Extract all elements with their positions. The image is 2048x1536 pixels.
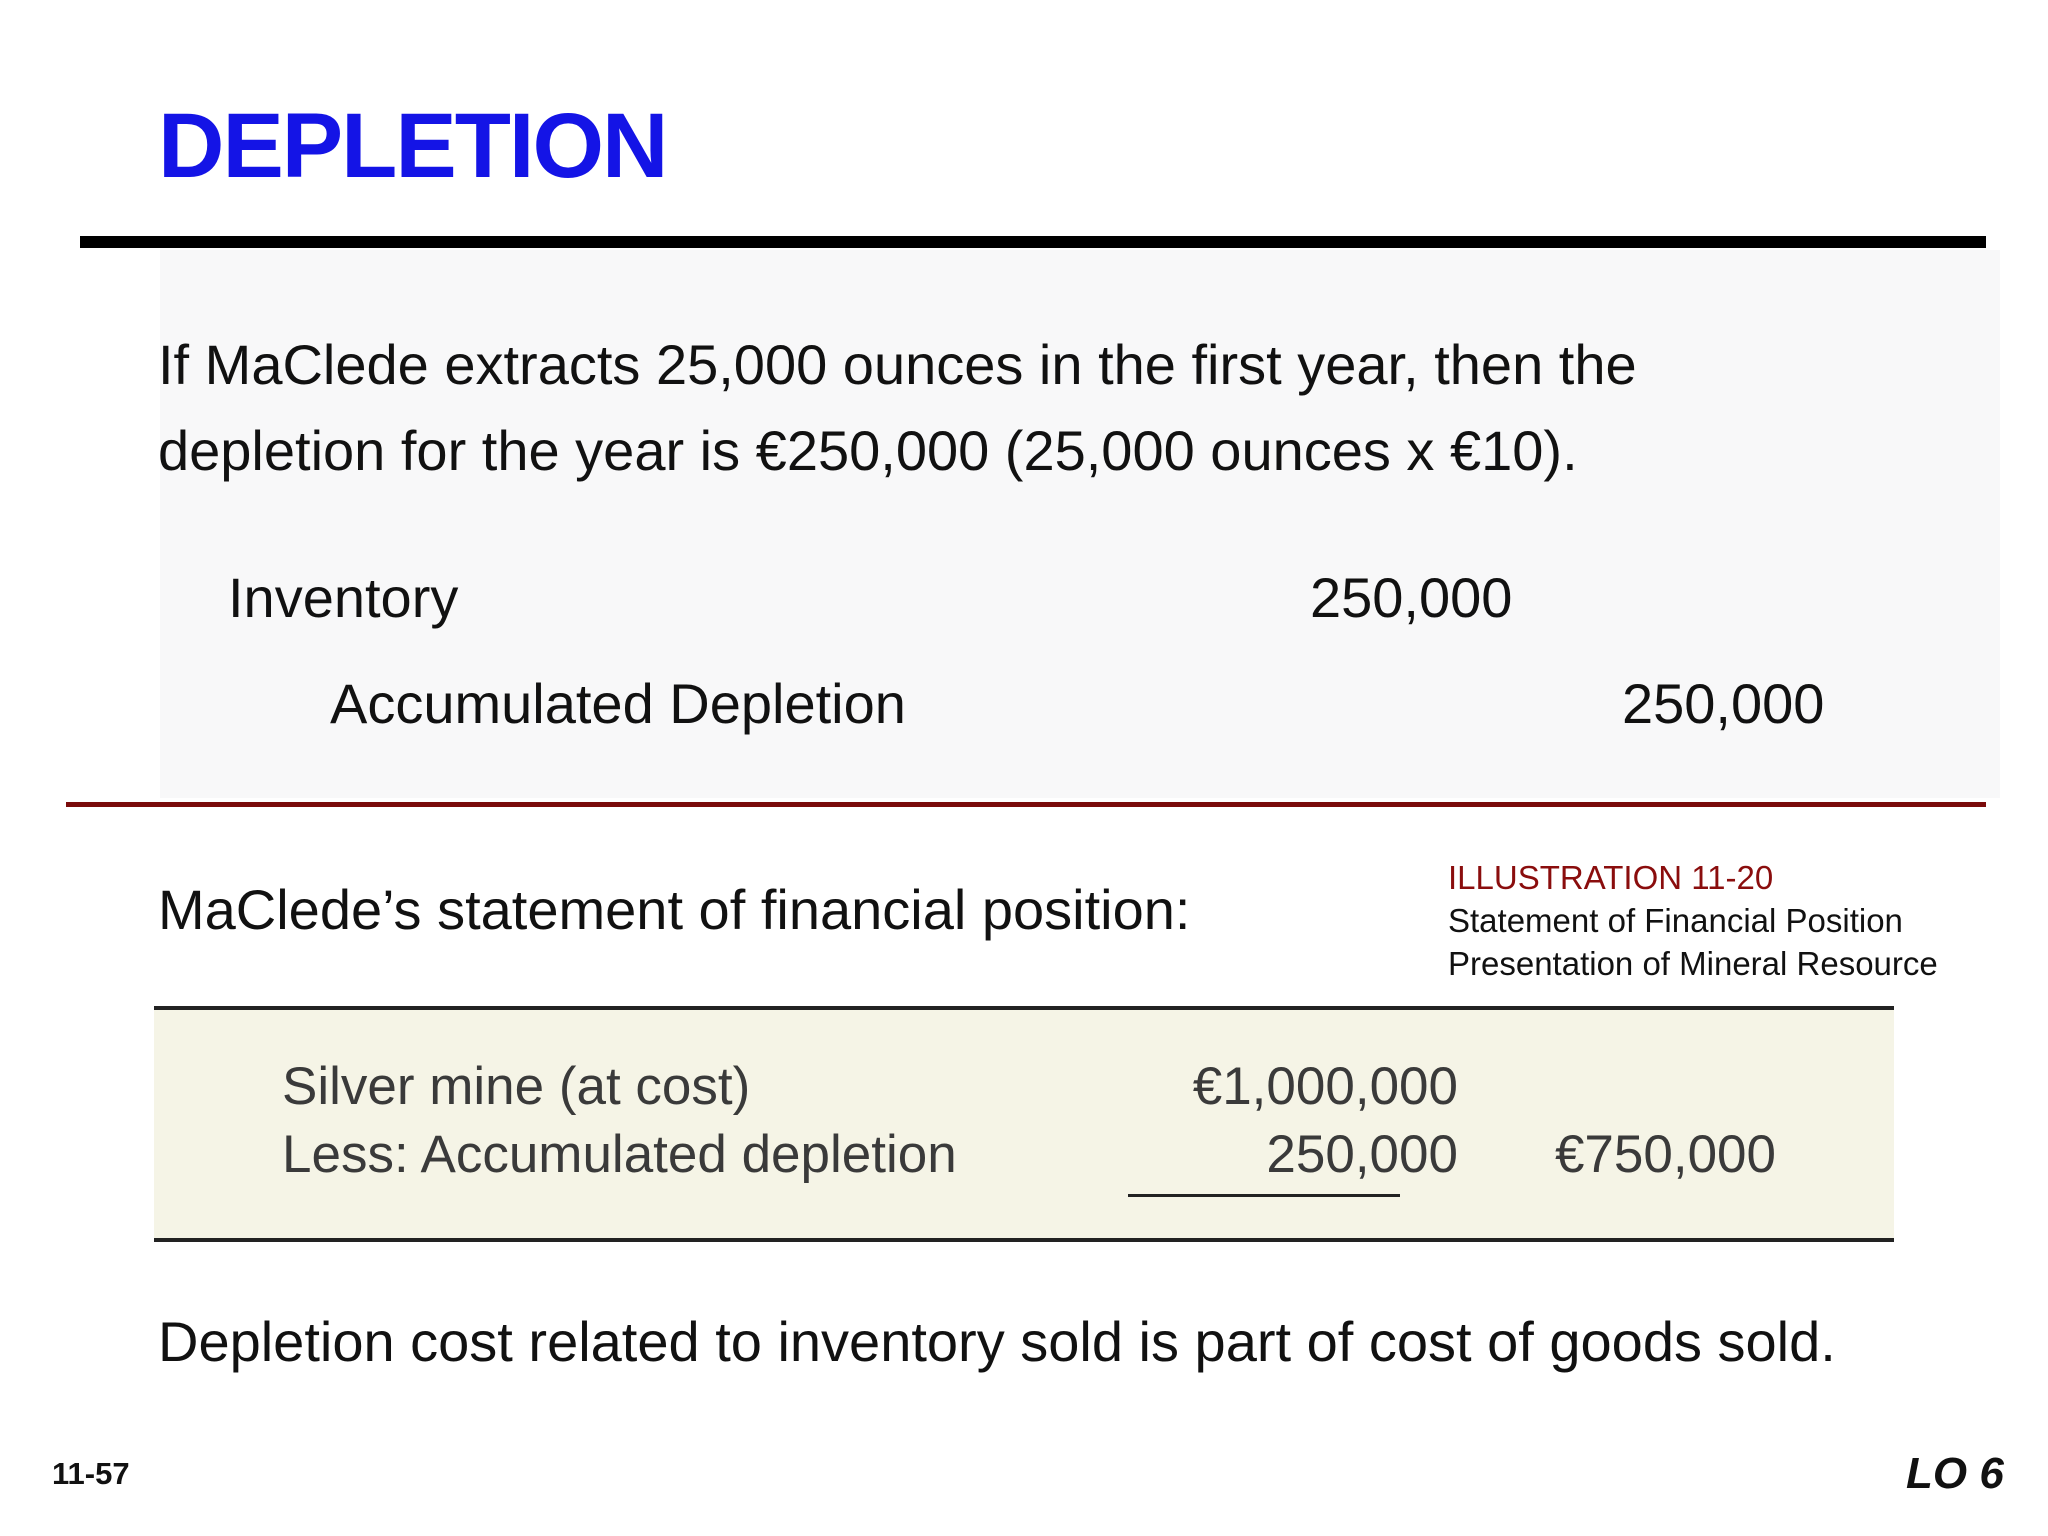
journal-debit-amount: 250,000: [1310, 566, 1513, 629]
slide-number: 11-57: [52, 1456, 130, 1491]
intro-line-2: depletion for the year is €250,000 (25,000 ounces x €10).: [158, 419, 1578, 482]
illustration-caption-line-1: Statement of Financial Position: [1448, 902, 1903, 939]
journal-credit-account: Accumulated Depletion: [330, 672, 906, 735]
learning-objective-label: LO 6: [1906, 1449, 2004, 1498]
table-row-1-label: Silver mine (at cost): [282, 1057, 751, 1116]
statement-table: [154, 1006, 1894, 1242]
section-divider: [66, 802, 1986, 807]
table-row-2-amount: 250,000: [1266, 1125, 1458, 1184]
table-row-2-total: €750,000: [1554, 1125, 1776, 1184]
table-row-1-amount: €1,000,000: [1192, 1057, 1458, 1116]
journal-debit-account: Inventory: [228, 566, 459, 629]
intro-line-1: If MaClede extracts 25,000 ounces in the first year, then the: [158, 333, 1637, 396]
table-row-2-label: Less: Accumulated depletion: [282, 1125, 957, 1184]
intro-paragraph: [158, 322, 1808, 494]
illustration-caption-block: [1448, 856, 2008, 985]
illustration-caption-line-2: Presentation of Mineral Resource: [1448, 945, 1938, 982]
slide-title: DEPLETION: [158, 95, 667, 197]
illustration-label: ILLUSTRATION 11-20: [1448, 859, 1774, 896]
title-divider: [80, 236, 1986, 248]
closing-statement: Depletion cost related to inventory sold is part of cost of goods sold.: [158, 1310, 1836, 1373]
amount-underline: [1128, 1194, 1400, 1197]
statement-heading: MaClede’s statement of financial position:: [158, 878, 1191, 941]
journal-credit-amount: 250,000: [1622, 672, 1825, 735]
